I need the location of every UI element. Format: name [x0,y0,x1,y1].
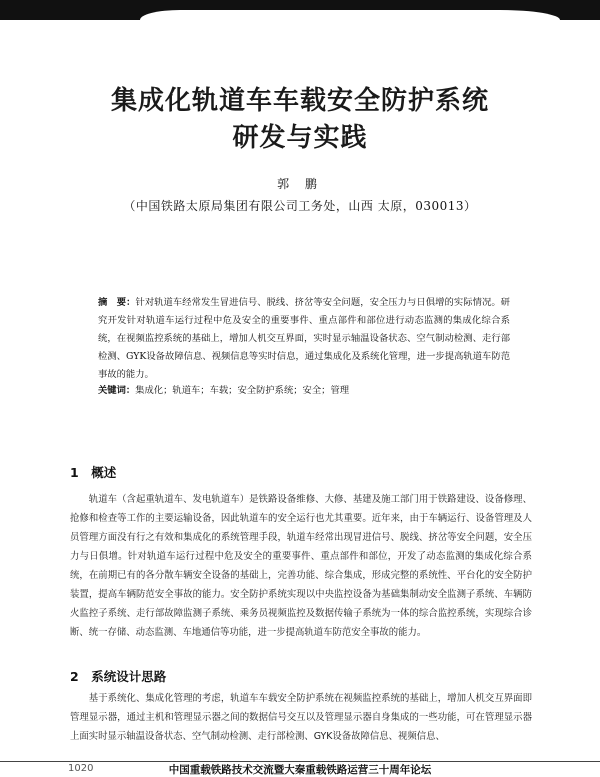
paper-title-line2: 研发与实践 [232,123,368,153]
section-paragraph-overview: 轨道车（含起重轨道车、发电轨道车）是铁路设备维修、大修、基建及施工部门用于铁路建设、设备修理、抢修和检查等工作的主要运输设备，因此轨道车的安全运行也尤其重要。近年来，由于车辆运行、设备管理及人员管理方面没有行之有效和集成化的系统管理手段，轨道车经常出现冒进信号、脱线、挤岔等安全问题，安全压力与日俱增。针对轨道车运行过程中危及安全的重要事件、重点部件和部位，开发了动态监测的集成化综合系统，在前期已有的各分散车辆安全设备的基础上，完善功能、综合集成，形成完整的系统性、平台化的安全防护装置，提高车辆防范安全事故的能力。安全防护系统实现以中央监控设备为基础集制动安全监测子系统、车辆防火监控子系统、走行部故障监测子系统、乘务员视频监控及数据传输子系统为一体的综合监控系统，实现综合诊断、统一存储、动态监测、车地通信等功能，进一步提高轨道车防范安全事故的能力。 [70,494,532,638]
author-name: 郭 鹏 [277,177,323,191]
keywords-text: 集成化；轨道车；车载；安全防护系统；安全；管理 [135,385,350,396]
section-paragraph-design: 基于系统化、集成化管理的考虑，轨道车车载安全防护系统在视频监控系统的基础上，增加人机交互界面即管理显示器，通过主机和管理显示器之间的数据信号交互以及管理显示器自身集成的一些功能，可在管理显示器上面实时显示轴温设备状态、空气制动检测、走行部检测、GYK设备故障信息、视频信息、 [70,693,532,742]
abstract [98,294,510,384]
page-footer [0,761,600,777]
paper-title-line1: 集成化轨道车车载安全防护系统 [110,86,489,116]
keywords-label: 关键词： [98,385,136,396]
journal-name: 中国重载铁路技术交流暨大秦重载铁路运营三十周年论坛 [168,764,432,776]
author-affiliation: （中国铁路太原局集团有限公司工务处，山西 太原，030013） [123,199,477,213]
section-heading-overview: 1 概述 [70,465,117,480]
abstract-text: 针对轨道车经常发生冒进信号、脱线、挤岔等安全问题，安全压力与日俱增的实际情况。研究开发针对轨道车运行过程中危及安全的重要事件、重点部件和部位进行动态监测的集成化综合系统，在视频监控系统的基础上，增加人机交互界面，实时显示轴温设备状态、空气制动检测、走行部检测、GYK设备故障信息、视频信息等实时信息，通过集成化及系统化管理，进一步提高轨道车防范事故的能力。 [98,297,510,380]
section-heading-design: 2 系统设计思路 [70,669,167,684]
abstract-label: 摘 要： [98,297,136,308]
top-scan-border [0,0,600,20]
keywords [98,383,510,399]
page-number: 1020 [68,763,94,774]
